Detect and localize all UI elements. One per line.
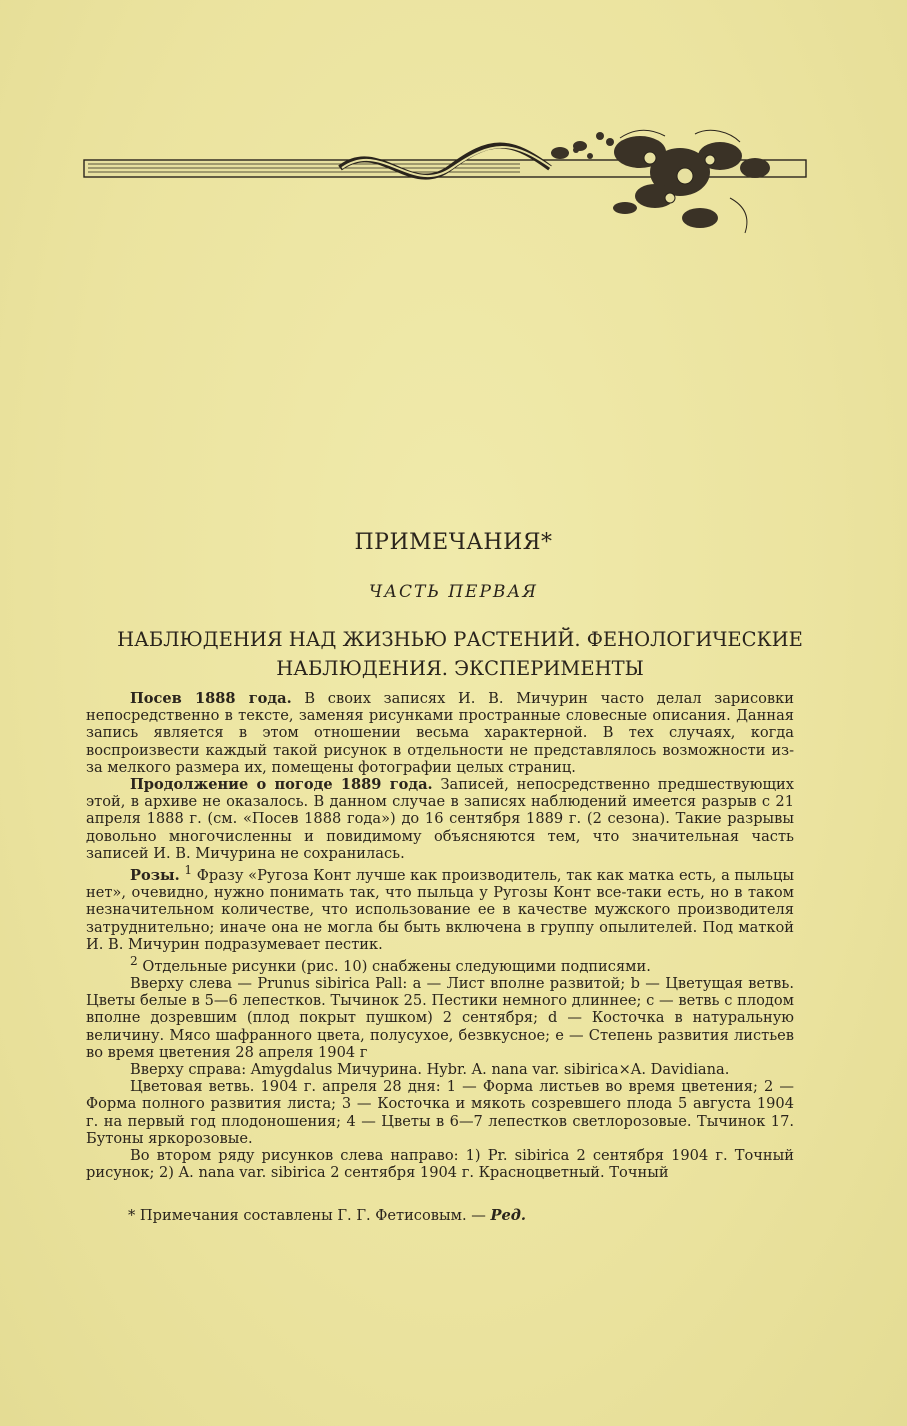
footnote-marker: 2: [130, 953, 138, 968]
heading-line-1: НАБЛЮДЕНИЯ НАД ЖИЗНЬЮ РАСТЕНИЙ. ФЕНОЛОГИЧЕСКИЕ: [117, 628, 803, 651]
footnote-editor: Ред.: [490, 1207, 526, 1224]
ornament-branch-illustration: [80, 128, 810, 243]
paragraph: [86, 690, 794, 776]
paragraph: [86, 953, 794, 975]
paragraph-text: Во втором ряду рисунков слева направо: 1) Pr. sibirica 2 сентября 1904 г. Точный рисунок; 2) A. nana var. sibirica 2 сентября 1904 г. Красноцветный. Точный: [86, 1147, 794, 1182]
paragraph: [86, 975, 794, 1061]
paragraph-text: Отдельные рисунки (рис. 10) снабжены следующими подписями.: [137, 957, 651, 975]
footnote-text: * Примечания составлены Г. Г. Фетисовым. —: [128, 1207, 486, 1224]
paragraph-lead: Посев 1888 года.: [130, 690, 292, 707]
heading-line-2: НАБЛЮДЕНИЯ. ЭКСПЕРИМЕНТЫ: [276, 657, 644, 680]
paragraph: [86, 1147, 794, 1181]
paragraph-text: Вверху справа: Amygdalus Мичурина. Hybr. A. nana var. sibirica×A. Davidiana.: [130, 1060, 730, 1078]
paragraph: [86, 1061, 794, 1078]
footnote: [128, 1207, 526, 1224]
paragraph-text: Цветовая ветвь. 1904 г. апреля 28 дня: 1 — Форма листьев во время цветения; 2 — Форма полного развития листа; 3 — Косточка и мякоть созревшего плода 5 августа 1904 г. на первый год плодоношения; 4 — Цветы в 6—7 лепестков светлорозовые. Тычинок 17. Бутоны яркорозовые.: [86, 1078, 794, 1147]
footnote-marker: 1: [184, 863, 193, 878]
paragraph-text: Записей, непосредственно предшествующих этой, в архиве не оказалось. В данном случае в записях наблюдений имеется разрыв с 21 апреля 1888 г. (см. «Посев 1888 года») до 16 сентября 1889 г. (2 сезона). Такие разрывы довольно многочисленны и повидимому объясняются тем, что значительная часть записей И. В. Мичурина не сохранилась.: [86, 776, 794, 862]
paragraph-text: Фразу «Ругоза Конт лучше как производитель, так как матка есть, а пыльцы нет», очевидно, нужно понимать так, что пыльца у Ругозы Конт все-таки есть, но в таком незначительном количестве, что использование ее в качестве мужского производителя затруднительно; иначе она не могла бы быть включена в группу опылителей. Под маткой И. В. Мичурин подразумевает пестик.: [86, 866, 794, 953]
paragraph: [86, 1078, 794, 1147]
paragraph-lead: Розы.: [130, 866, 180, 884]
notes-body: [86, 690, 794, 1181]
section-heading: [90, 625, 830, 683]
paragraph-lead: Продолжение о погоде 1889 года.: [130, 776, 433, 794]
paragraph: [86, 776, 794, 862]
page-title: ПРИМЕЧАНИЯ*: [354, 530, 553, 555]
paragraph-text: Вверху слева — Prunus sibirica Pall: a — Лист вполне развитой; b — Цветущая ветвь. Цветы белые в 5—6 лепестков. Тычинок 25. Пестики немного длиннее; c — ветвь с плодом вполне дозревшим (плод покрыт пушком) 2 сентября; d — Косточка в натуральную величину. Мясо шафранного цвета, полусухое, безвкусное; e — Степень развития листьев во время цветения 28 апреля 1904 г: [86, 974, 794, 1061]
paragraph-text: В своих записях И. В. Мичурин часто делал зарисовки непосредственно в тексте, заменяя рисунками пространные словесные описания. Данная запись является в этом отношении весьма характерной. В тех случаях, когда воспроизвести каждый такой рисунок в отдельности не представлялось возможности из-за мелкого размера их, помещены фотографии целых страниц.: [86, 690, 794, 776]
paragraph: [86, 862, 794, 953]
part-subtitle: ЧАСТЬ ПЕРВАЯ: [369, 582, 538, 602]
